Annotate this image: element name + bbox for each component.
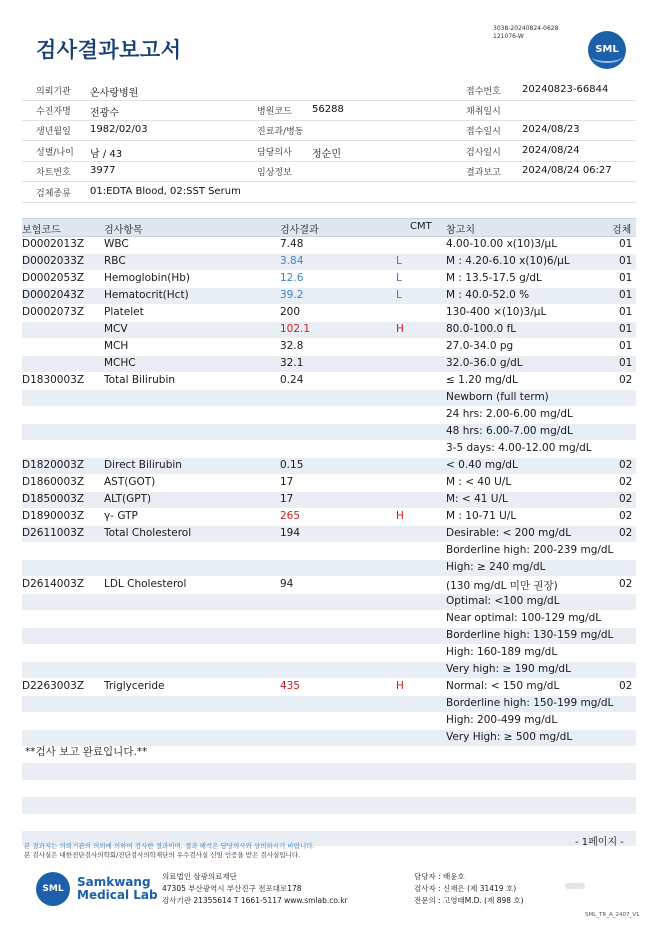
result-specimen: 02 — [619, 527, 633, 539]
result-name: MCH — [104, 340, 129, 352]
result-reference: 4.00-10.00 x(10)3/μL — [446, 238, 558, 250]
empty-band — [22, 763, 636, 780]
table-row — [22, 543, 636, 559]
table-row — [22, 662, 636, 678]
result-specimen: 02 — [619, 578, 633, 590]
header-value: 검사결과 — [280, 225, 319, 236]
header-cmt: CMT — [410, 221, 432, 232]
result-reference: 48 hrs: 6.00-7.00 mg/dL — [446, 425, 573, 437]
page-title: 검사결과보고서 — [36, 38, 182, 62]
sml-logo — [588, 31, 626, 69]
header-name: 검사항목 — [104, 225, 143, 236]
result-reference: M : 4.20-6.10 x(10)6/μL — [446, 255, 570, 267]
table-row — [22, 373, 636, 389]
result-value: 265 — [280, 510, 301, 522]
result-specimen: 02 — [619, 476, 633, 488]
result-code: D0002053Z — [22, 272, 85, 284]
result-code: D0002043Z — [22, 289, 85, 301]
receipt-no-label: 접수번호 — [466, 87, 501, 97]
report-reference — [493, 25, 558, 41]
result-reference: M : 13.5-17.5 g/dL — [446, 272, 542, 284]
result-value: 194 — [280, 527, 301, 539]
disclaimer-line-2: 본 검사실은 대한진단검사의학회/진단검사의학재단의 우수검사실 신임 인증을 받은 검사실입니다. — [24, 851, 301, 859]
dob-value: 1982/02/03 — [90, 124, 148, 135]
table-row — [22, 288, 636, 304]
report-complete-note: **검사 보고 완료입니다.** — [25, 746, 148, 758]
staff-manager: 담당자 : 배윤호 — [414, 872, 465, 881]
header-code: 보험코드 — [22, 225, 61, 236]
receipt-date-label: 접수일시 — [466, 127, 501, 137]
result-code: D0002033Z — [22, 255, 85, 267]
table-row — [22, 441, 636, 457]
table-row — [22, 322, 636, 338]
test-date-value: 2024/08/24 — [522, 145, 580, 156]
hospital-value: 온사랑병원 — [90, 88, 139, 99]
table-row — [22, 237, 636, 253]
result-reference: Normal: < 150 mg/dL — [446, 680, 560, 692]
result-specimen: 02 — [619, 680, 633, 692]
result-value: 39.2 — [280, 289, 304, 301]
result-name: Hemoglobin(Hb) — [104, 272, 191, 284]
header-row-2 — [22, 100, 636, 121]
result-value: 0.24 — [280, 374, 304, 386]
header-row-6 — [22, 182, 636, 203]
result-reference: < 0.40 mg/dL — [446, 459, 518, 471]
table-row — [22, 713, 636, 729]
result-code: D1820003Z — [22, 459, 85, 471]
results-table-header — [22, 218, 636, 237]
result-flag: L — [396, 272, 402, 284]
result-specimen: 01 — [619, 238, 633, 250]
result-flag: L — [396, 255, 402, 267]
staff-tester: 검사자 : 신재은 (제 31419 호) — [414, 884, 517, 893]
result-value: 0.15 — [280, 459, 304, 471]
result-code: D0002013Z — [22, 238, 85, 250]
hospital-label: 의뢰기관 — [36, 87, 71, 97]
dob-label: 생년월일 — [36, 127, 71, 137]
result-reference: 3-5 days: 4.00-12.00 mg/dL — [446, 442, 592, 454]
header-row-4 — [22, 141, 636, 162]
sex-age-value: 남 / 43 — [90, 149, 123, 160]
logo-swoosh — [592, 51, 622, 63]
result-reference: 80.0-100.0 fL — [446, 323, 517, 335]
result-specimen: 01 — [619, 255, 633, 267]
result-reference: Desirable: < 200 mg/dL — [446, 527, 572, 539]
result-name: RBC — [104, 255, 126, 267]
form-code: SML_TR_A_2407_V1 — [585, 912, 640, 918]
result-reference: Optimal: <100 mg/dL — [446, 595, 560, 607]
table-row — [22, 458, 636, 474]
signature-mark — [565, 883, 585, 889]
table-row — [22, 492, 636, 508]
result-reference: High: 160-189 mg/dL — [446, 646, 558, 658]
table-row — [22, 594, 636, 610]
result-value: 7.48 — [280, 238, 304, 250]
table-row — [22, 356, 636, 372]
result-specimen: 02 — [619, 493, 633, 505]
result-code: D1890003Z — [22, 510, 85, 522]
lab-contact: 검사기관 21355614 T 1661-5117 www.smlab.co.kr — [162, 896, 348, 905]
result-code: D2614003Z — [22, 578, 85, 590]
result-name: Total Bilirubin — [104, 374, 176, 386]
result-flag: L — [396, 289, 402, 301]
result-value: 12.6 — [280, 272, 304, 284]
empty-band — [22, 797, 636, 814]
result-specimen: 02 — [619, 510, 633, 522]
chart-no-value: 3977 — [90, 165, 116, 176]
result-reference: Very high: ≥ 190 mg/dL — [446, 663, 571, 675]
result-specimen: 01 — [619, 357, 633, 369]
result-specimen: 01 — [619, 289, 633, 301]
result-value: 94 — [280, 578, 294, 590]
result-name: Direct Bilirubin — [104, 459, 182, 471]
result-reference: High: 200-499 mg/dL — [446, 714, 558, 726]
specimen-value: 01:EDTA Blood, 02:SST Serum — [90, 186, 241, 197]
table-row — [22, 509, 636, 525]
result-specimen: 01 — [619, 323, 633, 335]
table-row — [22, 390, 636, 406]
lab-address: 47305 부산광역시 부산진구 전포대로178 — [162, 884, 302, 893]
result-reference: Near optimal: 100-129 mg/dL — [446, 612, 602, 624]
lab-brand-line-1: Samkwang — [77, 875, 151, 889]
result-specimen: 02 — [619, 374, 633, 386]
hospital-code-label: 병원코드 — [257, 107, 292, 117]
footer-sml-logo — [36, 872, 70, 906]
lab-brand-name — [77, 876, 158, 902]
table-row — [22, 254, 636, 270]
table-row — [22, 305, 636, 321]
result-name: WBC — [104, 238, 129, 250]
result-reference: Very High: ≥ 500 mg/dL — [446, 731, 573, 743]
header-row-1 — [22, 80, 636, 101]
result-code: D1850003Z — [22, 493, 85, 505]
result-reference: Borderline high: 130-159 mg/dL — [446, 629, 614, 641]
table-row — [22, 526, 636, 542]
collection-label: 채취일시 — [466, 107, 501, 117]
table-row — [22, 271, 636, 287]
staff-info — [414, 871, 524, 907]
staff-specialist: 전문의 : 고영태M.D. (제 898 호) — [414, 896, 524, 905]
disclaimer-line-1: 본 결과지는 의뢰기관의 의뢰에 의하여 검사한 결과이며, 결과 해석은 담당의사와 상의하시기 바랍니다. — [24, 842, 315, 850]
chart-no-label: 차트번호 — [36, 168, 71, 178]
result-reference: Borderline high: 200-239 mg/dL — [446, 544, 614, 556]
result-code: D1830003Z — [22, 374, 85, 386]
patient-value: 전광수 — [90, 108, 119, 119]
receipt-no-value: 20240823-66844 — [522, 84, 609, 95]
result-value: 200 — [280, 306, 301, 318]
result-reference: M : 40.0-52.0 % — [446, 289, 530, 301]
table-row — [22, 645, 636, 661]
result-reference: High: ≥ 240 mg/dL — [446, 561, 546, 573]
result-code: D0002073Z — [22, 306, 85, 318]
result-reference: 130-400 ×(10)3/μL — [446, 306, 547, 318]
result-value: 32.1 — [280, 357, 304, 369]
result-flag: H — [396, 510, 404, 522]
result-specimen: 01 — [619, 340, 633, 352]
test-date-label: 검사일시 — [466, 148, 501, 158]
result-name: AST(GOT) — [104, 476, 156, 488]
dept-label: 진료과/병동 — [257, 127, 304, 137]
result-reference: M : < 40 U/L — [446, 476, 512, 488]
result-reference: Borderline high: 150-199 mg/dL — [446, 697, 614, 709]
result-name: Triglyceride — [104, 680, 165, 692]
result-value: 32.8 — [280, 340, 304, 352]
result-reference: 24 hrs: 2.00-6.00 mg/dL — [446, 408, 573, 420]
report-date-label: 결과보고 — [466, 168, 501, 178]
hospital-code-value: 56288 — [312, 104, 344, 115]
reference-line-1: 3038-20240824-0628 — [493, 25, 559, 32]
sex-age-label: 성별/나이 — [36, 148, 74, 158]
table-row — [22, 407, 636, 423]
table-row — [22, 339, 636, 355]
result-value: 17 — [280, 476, 294, 488]
result-value: 435 — [280, 680, 301, 692]
lab-info — [162, 871, 348, 907]
header-row-5 — [22, 161, 636, 182]
specimen-label: 검체종류 — [36, 189, 71, 199]
result-reference: M : 10-71 U/L — [446, 510, 517, 522]
table-row — [22, 424, 636, 440]
result-value: 17 — [280, 493, 294, 505]
table-row — [22, 475, 636, 491]
doctor-value: 정순민 — [312, 149, 341, 160]
result-specimen: 01 — [619, 272, 633, 284]
result-reference: 27.0-34.0 pg — [446, 340, 514, 352]
result-reference: M: < 41 U/L — [446, 493, 508, 505]
result-name: Total Cholesterol — [104, 527, 192, 539]
lab-brand-line-2: Medical Lab — [77, 888, 158, 902]
clinical-label: 임상정보 — [257, 168, 292, 178]
patient-label: 수진자명 — [36, 107, 71, 117]
table-row — [22, 560, 636, 576]
lab-org: 의료법인 삼광의료재단 — [162, 872, 237, 881]
table-row — [22, 679, 636, 695]
result-specimen: 02 — [619, 459, 633, 471]
result-reference: Newborn (full term) — [446, 391, 549, 403]
result-name: Platelet — [104, 306, 144, 318]
result-code: D1860003Z — [22, 476, 85, 488]
header-row-3 — [22, 120, 636, 141]
result-code: D2263003Z — [22, 680, 85, 692]
table-row — [22, 611, 636, 627]
doctor-label: 담당의사 — [257, 148, 292, 158]
table-row — [22, 628, 636, 644]
reference-line-2: 121076-W — [493, 33, 524, 40]
result-name: LDL Cholesterol — [104, 578, 187, 590]
result-reference: (130 mg/dL 미만 권장) — [446, 580, 558, 592]
result-flag: H — [396, 680, 404, 692]
result-flag: H — [396, 323, 404, 335]
table-row — [22, 577, 636, 593]
header-ref: 참고치 — [446, 225, 475, 236]
result-specimen: 01 — [619, 306, 633, 318]
result-reference: 32.0-36.0 g/dL — [446, 357, 523, 369]
page-number: - 1페이지 - — [575, 837, 624, 848]
result-name: γ- GTP — [104, 510, 138, 522]
result-value: 3.84 — [280, 255, 304, 267]
footer-logo-text: SML — [42, 884, 64, 894]
result-name: ALT(GPT) — [104, 493, 152, 505]
result-name: MCHC — [104, 357, 136, 369]
result-value: 102.1 — [280, 323, 311, 335]
header-spec: 검체 — [612, 225, 632, 236]
logo-text: SML — [595, 44, 619, 55]
result-reference: ≤ 1.20 mg/dL — [446, 374, 518, 386]
result-name: Hematocrit(Hct) — [104, 289, 189, 301]
result-code: D2611003Z — [22, 527, 85, 539]
table-row — [22, 696, 636, 712]
report-date-value: 2024/08/24 06:27 — [522, 165, 612, 176]
result-name: MCV — [104, 323, 128, 335]
receipt-date-value: 2024/08/23 — [522, 124, 580, 135]
